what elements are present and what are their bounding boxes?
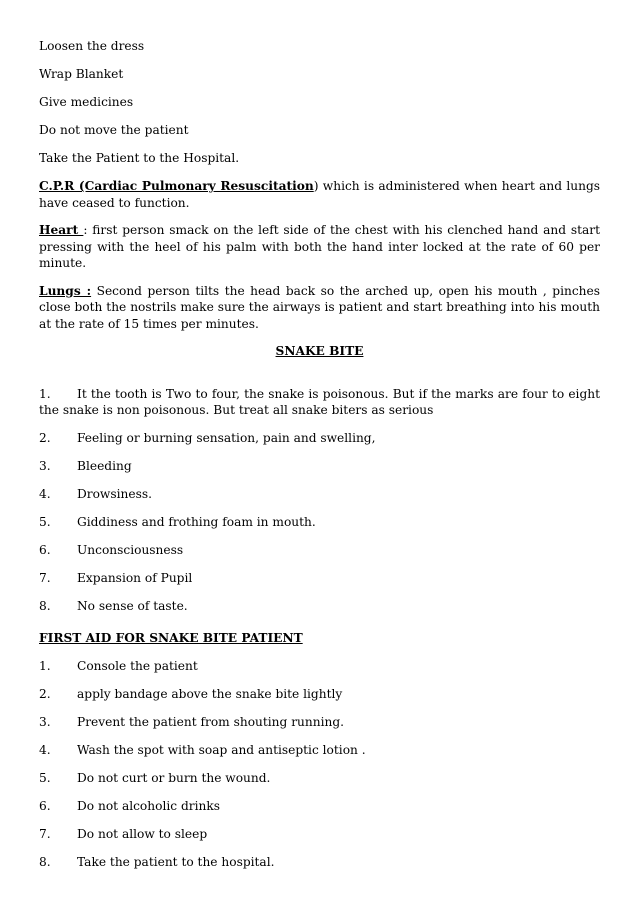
list-item — [39, 514, 600, 531]
list-item — [39, 658, 600, 675]
list-item — [39, 542, 600, 559]
list-item-number: 2. — [39, 430, 51, 445]
list-item — [39, 742, 600, 759]
list-item — [39, 430, 600, 447]
list-item-text: Prevent the patient from shouting running. — [77, 715, 345, 729]
heart-paragraph — [39, 222, 600, 272]
list-item-text: Drowsiness. — [77, 486, 152, 501]
cpr-lead: C.P.R (Cardiac Pulmonary Resuscitation — [39, 179, 314, 193]
list-item-text: Do not allow to sleep — [77, 827, 208, 841]
intro-line: Loosen the dress — [39, 39, 145, 53]
list-item-number: 4. — [39, 486, 51, 501]
first-aid-heading: FIRST AID FOR SNAKE BITE PATIENT — [39, 631, 303, 645]
cpr-text: ) which is administered when heart and lungs have ceased to function. — [39, 179, 600, 210]
list-item — [39, 486, 600, 503]
list-item-text: Bleeding — [77, 458, 132, 473]
snake-bite-heading: SNAKE BITE — [275, 344, 364, 358]
list-item — [39, 598, 600, 615]
intro-line: Take the Patient to the Hospital. — [39, 151, 240, 165]
list-item-number: 7. — [39, 827, 51, 841]
list-item-number: 7. — [39, 570, 51, 585]
list-item — [39, 570, 600, 587]
list-item-text: apply bandage above the snake bite lightly — [77, 687, 343, 701]
list-item-number: 8. — [39, 598, 51, 613]
list-item-number: 4. — [39, 743, 51, 757]
list-item-number: 3. — [39, 715, 51, 729]
list-item-text: It the tooth is Two to four, the snake is poisonous. But if the marks are four to eight the snake is non poisonous. But treat all snake biters as serious — [39, 386, 600, 417]
list-item — [39, 826, 600, 843]
list-item — [39, 386, 600, 419]
list-item-text: Wash the spot with soap and antiseptic lotion . — [77, 743, 366, 757]
list-item-number: 2. — [39, 687, 51, 701]
cpr-paragraph — [39, 178, 600, 211]
list-item-text: Unconsciousness — [77, 542, 184, 557]
list-item-number: 3. — [39, 458, 51, 473]
list-item-text: No sense of taste. — [77, 598, 188, 613]
list-item — [39, 798, 600, 815]
list-item-text: Do not curt or burn the wound. — [77, 771, 271, 785]
list-item-text: Giddiness and frothing foam in mouth. — [77, 514, 316, 529]
list-item-number: 1. — [39, 659, 51, 673]
list-item-number: 1. — [39, 386, 51, 401]
list-item — [39, 686, 600, 703]
lungs-lead: Lungs : — [39, 283, 92, 298]
list-item — [39, 854, 600, 871]
heart-text: : first person smack on the left side of the chest with his clenched hand and start pressing with the heel of his palm with both the hand inter locked at the rate of 60 per minute. — [39, 223, 600, 270]
list-item-number: 6. — [39, 542, 51, 557]
lungs-paragraph — [39, 283, 600, 333]
spacer — [39, 371, 600, 386]
list-item — [39, 458, 600, 475]
intro-line: Wrap Blanket — [39, 67, 124, 81]
list-item-text: Expansion of Pupil — [77, 570, 193, 585]
list-item-text: Take the patient to the hospital. — [77, 855, 275, 869]
heart-lead: Heart — [39, 223, 84, 237]
list-item-text: Do not alcoholic drinks — [77, 799, 220, 813]
list-item-number: 6. — [39, 799, 51, 813]
list-item — [39, 770, 600, 787]
list-item-number: 5. — [39, 771, 51, 785]
list-item — [39, 714, 600, 731]
list-item-number: 8. — [39, 855, 51, 869]
list-item-text: Feeling or burning sensation, pain and swelling, — [77, 430, 376, 445]
document-page — [39, 38, 600, 882]
intro-line: Give medicines — [39, 95, 134, 109]
lungs-text: Second person tilts the head back so the arched up, open his mouth , pinches close both the nostrils make sure the airways is patient and start breathing into his mouth at the rate of 15 times per minutes. — [39, 283, 600, 331]
list-item-text: Console the patient — [77, 659, 198, 673]
intro-line: Do not move the patient — [39, 123, 189, 137]
list-item-number: 5. — [39, 514, 51, 529]
